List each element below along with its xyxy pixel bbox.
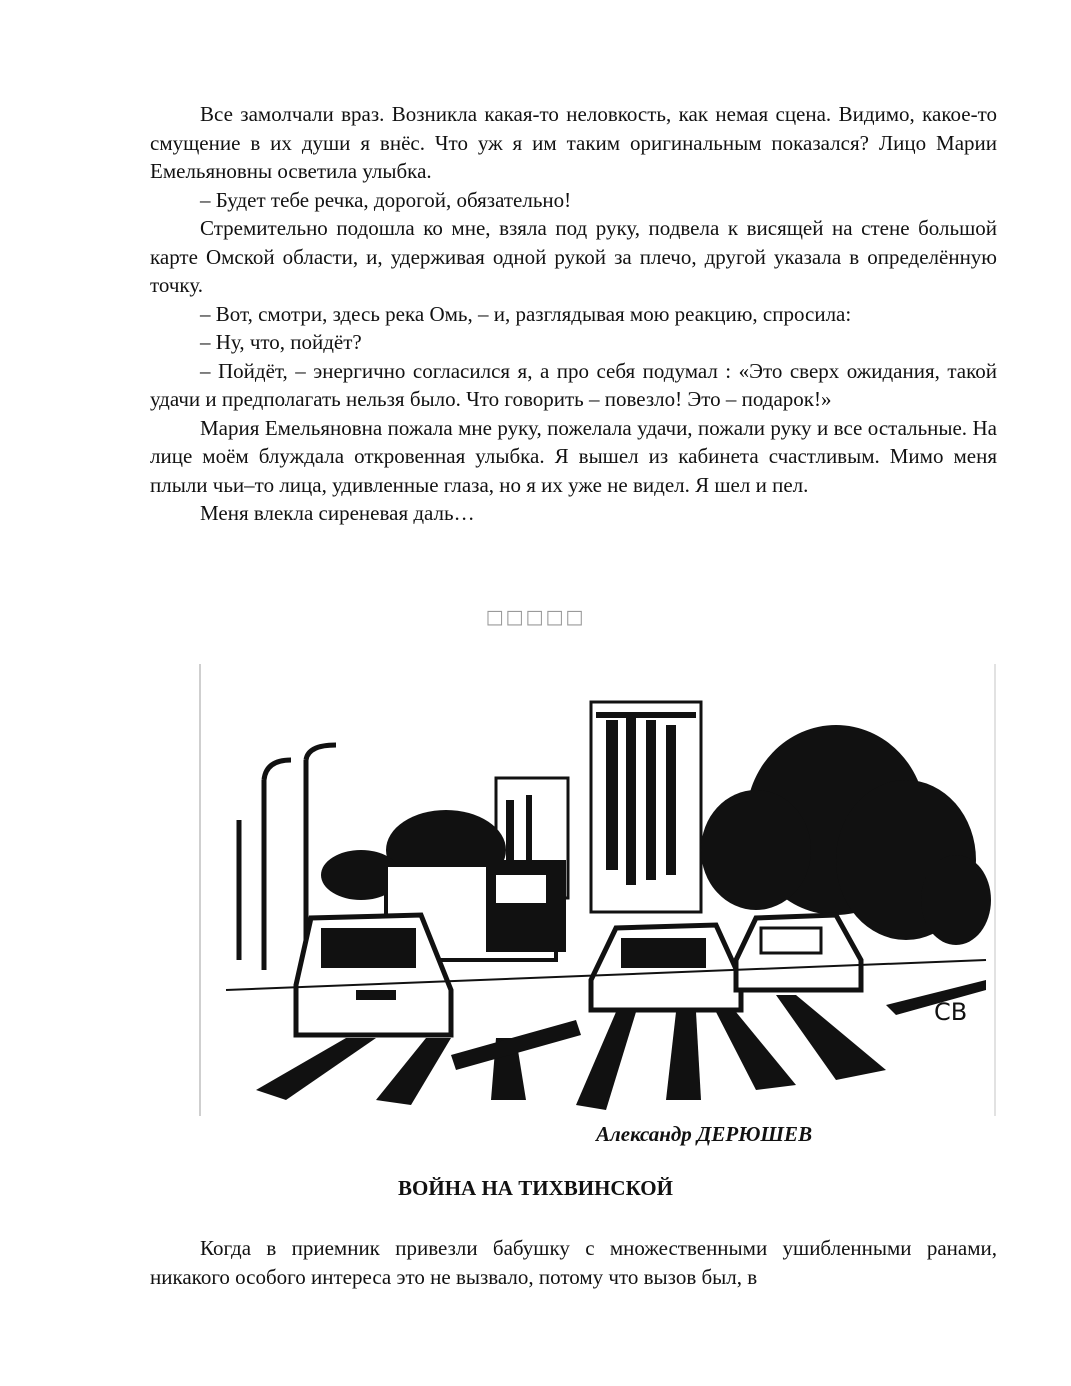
paragraph: – Ну, что, пойдёт? xyxy=(200,330,362,354)
story-text xyxy=(150,100,997,528)
paragraph: Когда в приемник привезли бабушку с множественными ушибленными ранами, никакого особого интереса это не вызвало, потому что вызов был, в xyxy=(150,1236,997,1289)
author-name: Александр ДЕРЮШЕВ xyxy=(596,1122,813,1146)
story-title: ВОЙНА НА ТИХВИНСКОЙ xyxy=(398,1176,673,1200)
artist-signature: СВ xyxy=(934,998,968,1026)
paragraph: Меня влекла сиреневая даль… xyxy=(200,501,475,525)
street-illustration xyxy=(196,660,998,1120)
paragraph: – Вот, смотри, здесь река Омь, – и, разглядывая мою реакцию, спросила: xyxy=(200,301,852,326)
paragraph: Мария Емельяновна пожала мне руку, пожелала удачи, пожали руку и все остальные. На лице моём блуждала откровенная улыбка. Я вышел из кабинета счастливым. Мимо меня плыли чьи–то лица, удивленные глаза, но я их уже не видел. Я шел и пел. xyxy=(150,415,997,497)
paragraph: Стремительно подошла ко мне, взяла под руку, подвела к висящей на стене большой карте Омской области, и, удерживая одной рукой за плечо, другой указала в определённую точку. xyxy=(150,216,997,297)
section-separator: □□□□□ xyxy=(485,606,586,628)
paragraph: Все замолчали враз. Возникла какая-то неловкость, как немая сцена. Видимо, какое-то смущение в их души я внёс. Что уж я им таким оригинальным показался? Лицо Марии Емельяновны осветила улыбка. xyxy=(150,102,997,183)
paragraph: – Будет тебе речка, дорогой, обязательно! xyxy=(200,187,572,212)
next-story-text xyxy=(150,1234,997,1291)
paragraph: – Пойдёт, – энергично согласился я, а про себя подумал : «Это сверх ожидания, такой удачи и предполагать нельзя было. Что говорить – повезло! Это – подарок!» xyxy=(150,358,997,411)
